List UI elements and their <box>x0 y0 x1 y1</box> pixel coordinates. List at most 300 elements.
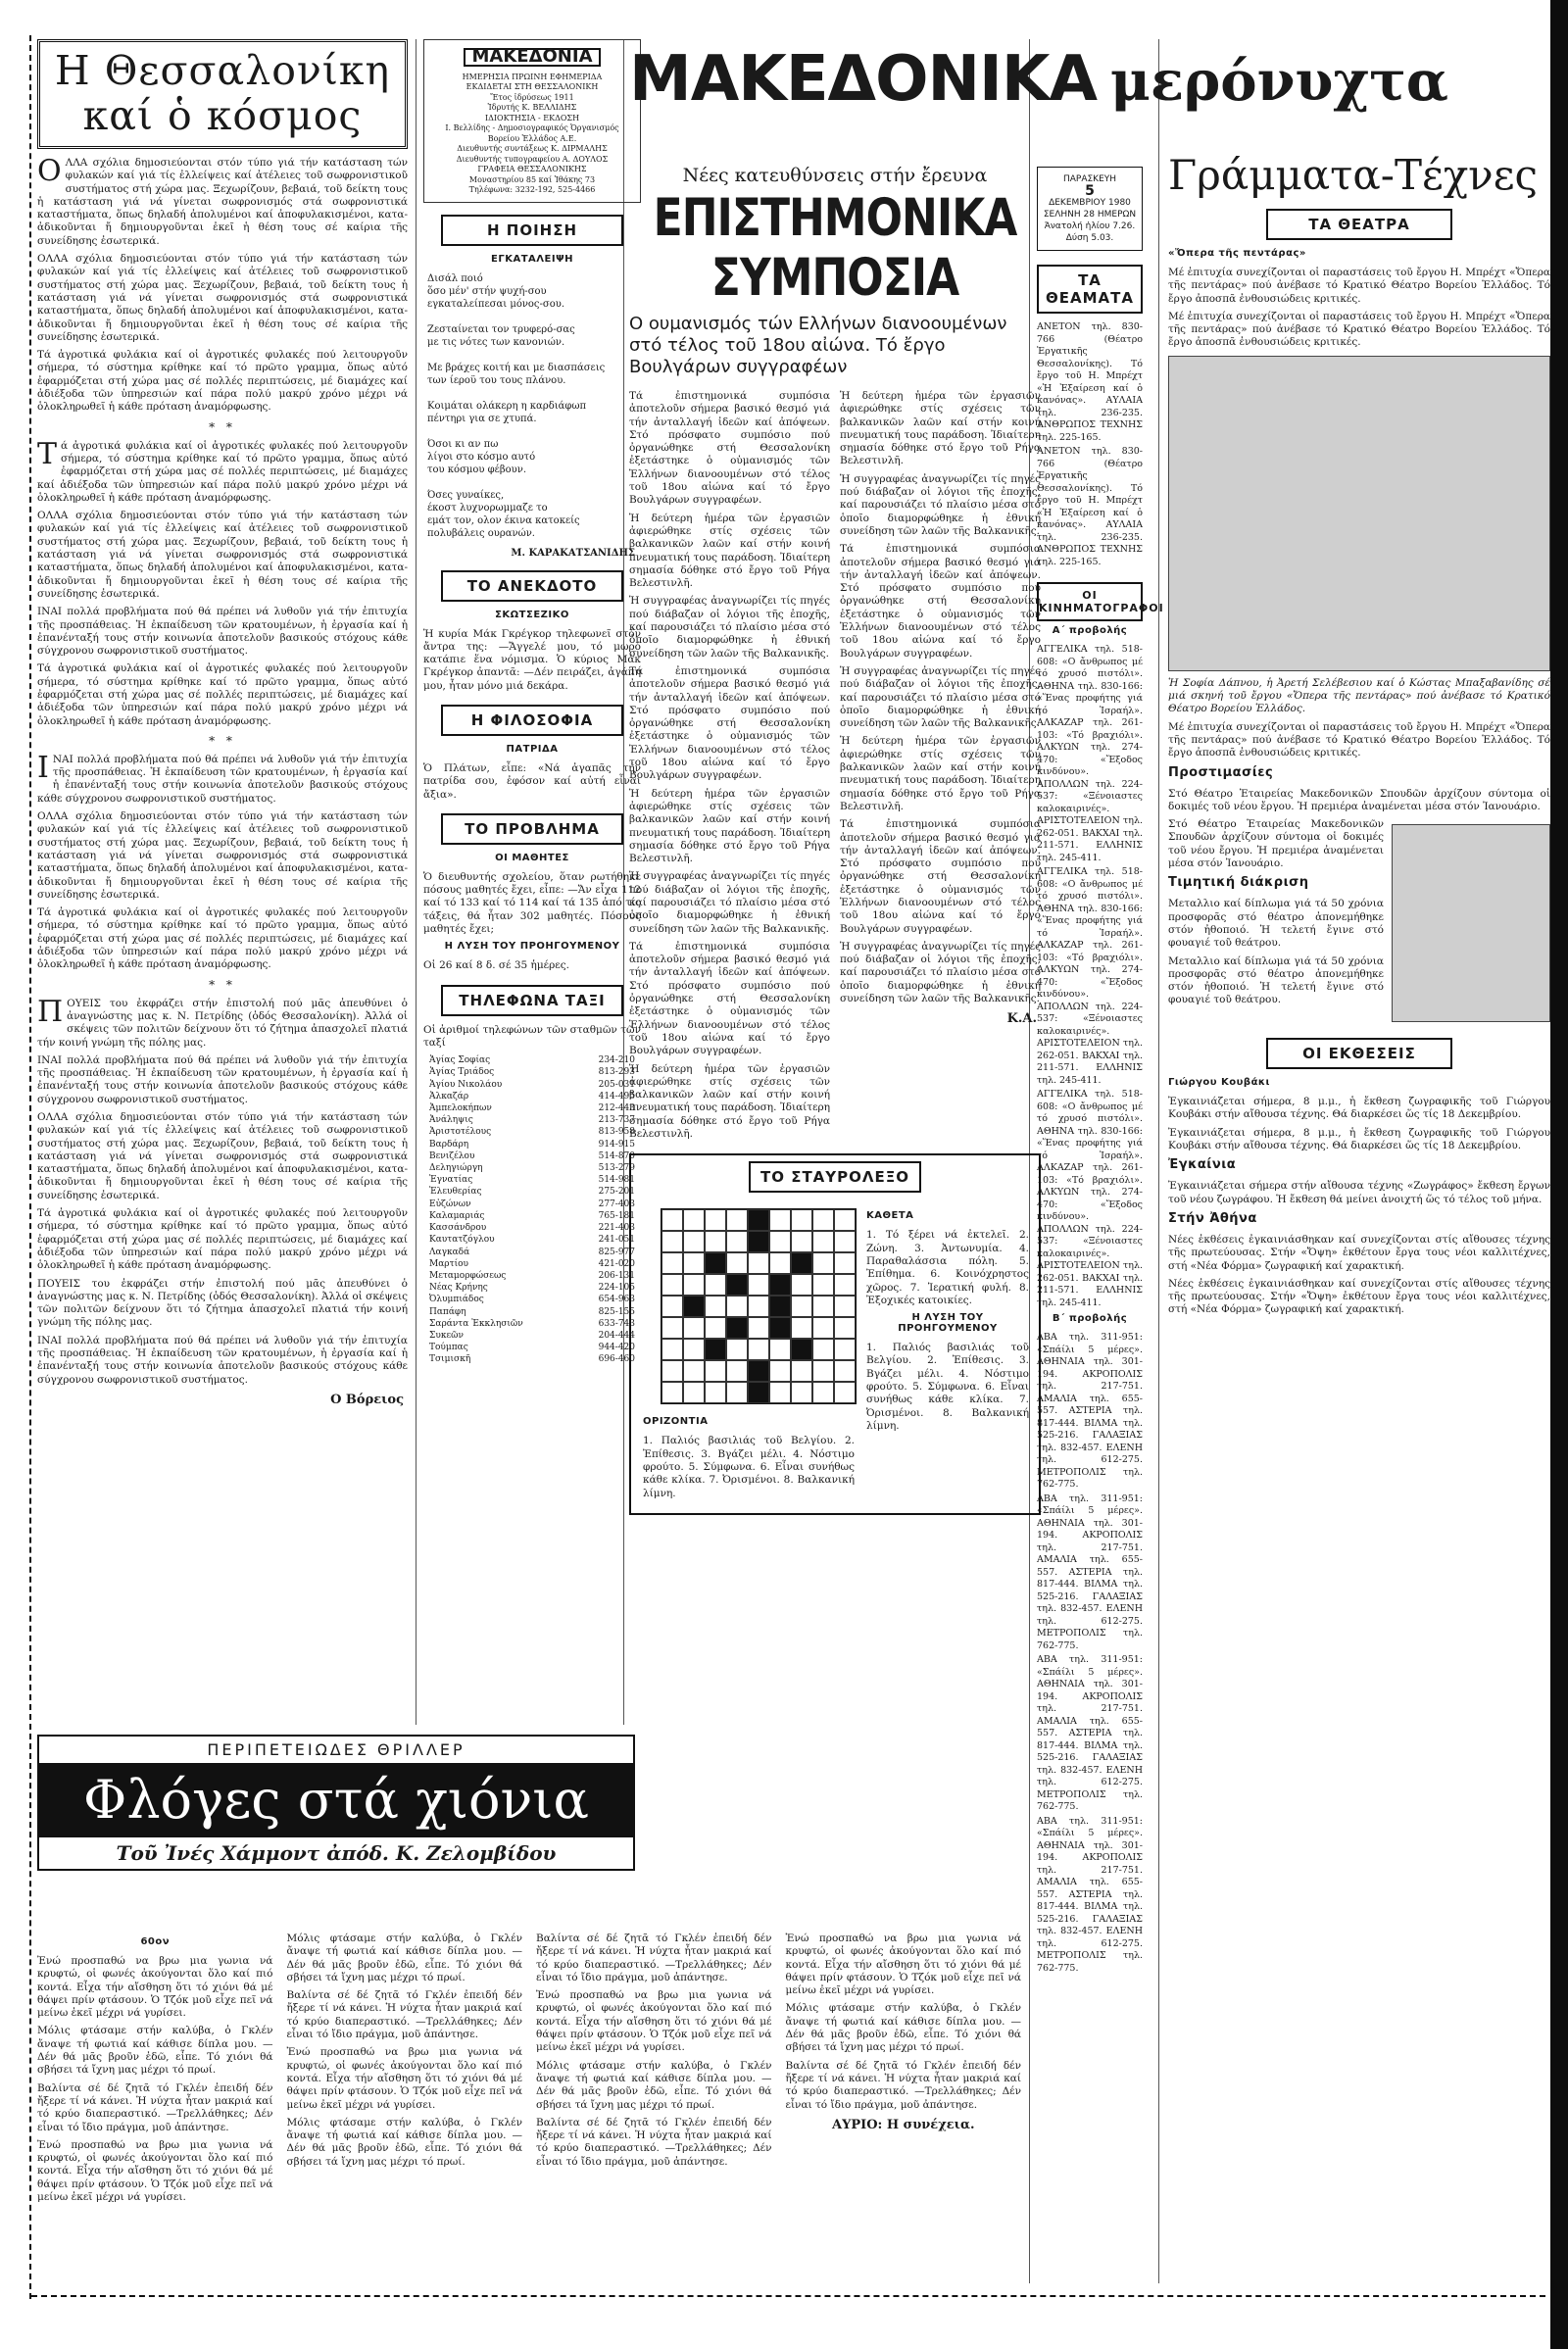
across-title: ΟΡΙΖΟΝΤΙΑ <box>643 1416 709 1428</box>
section-title-box <box>441 813 623 845</box>
taxi-station: Δεληγιώργη <box>429 1163 483 1174</box>
section-subtitle: ΠΑΤΡΙΔΑ <box>506 743 559 755</box>
phone-row <box>429 1318 635 1330</box>
crossword-cell[interactable] <box>769 1209 791 1231</box>
taxi-station: Ἐγνατίας <box>429 1175 473 1186</box>
article-paragraph: Μέ ἐπιτυχία συνεχίζονται οἱ παραστάσεις τοῦ ἔργου Η. Μπρέχτ «Ὄπερα τῆς πεντάρας» πού ἀνέβασε τό Κρατικό Θέατρο Βορείου Ἑλλάδος. Τό ἔργο ἀποσπᾶ ἐνθουσιώδεις κριτικές. <box>1168 720 1550 759</box>
article-paragraph: Τά ἐπιστημονικά συμπόσια ἀποτελοῦν σήμερα βασικό θεσμό γιά τήν ἀνταλλαγή ἰδεῶν καί ἀπόψεων. Στό πρόσφατο συμπόσιο πού ὀργανώθηκε στή Θεσσαλονίκη ἐξετάστηκε ὁ οὐμανισμός τῶν Ἑλλήνων διανοουμένων στό τέλος τοῦ 18ου αἰώνα καί τό ἔργο Βουλγάρων συγγραφέων. <box>840 818 1041 935</box>
crossword-right <box>866 1199 1039 1512</box>
crossword-cell[interactable] <box>834 1317 856 1339</box>
section-title-box <box>441 570 623 602</box>
serial-col <box>786 1933 1022 2285</box>
phone-row <box>429 1270 635 1282</box>
header-title: ΜΑΚΕΔΟΝΙΚΑ <box>629 43 1097 116</box>
moon-info: ΣΕΛΗΝΗ 28 ΗΜΕΡΩΝ <box>1043 210 1137 220</box>
crossword-cell[interactable] <box>812 1209 834 1231</box>
section-title: ΤΟ ΣΤΑΥΡΟΛΕΞΟ <box>760 1168 909 1187</box>
crossword-cell[interactable] <box>662 1231 683 1252</box>
masthead-line: Μοναστηρίου 85 καί Ἰθάκης 73 <box>468 174 596 184</box>
taxi-phone: 514-981 <box>598 1175 635 1186</box>
masthead <box>423 39 641 203</box>
crossword-cell[interactable] <box>748 1252 769 1274</box>
serial-col <box>287 1933 523 2285</box>
taxi-phone: 221-403 <box>598 1223 635 1234</box>
separator-stars: * * <box>209 419 236 434</box>
section-subtitle: ΣΚΩΤΣΕΖΙΚΟ <box>495 609 569 620</box>
crossword-cell[interactable] <box>769 1382 791 1403</box>
crossword-cell[interactable] <box>705 1382 726 1403</box>
taxi-phone: 205-031 <box>598 1079 635 1090</box>
crossword-cell[interactable] <box>683 1382 705 1403</box>
poem-line <box>427 349 637 362</box>
poem-line <box>427 311 637 323</box>
taxi-phone: 813-293 <box>598 1067 635 1078</box>
poem-title: ΕΓΚΑΤΑΛΕΙΨΗ <box>491 253 573 265</box>
serial-paragraph: Ἐνώ προσπαθώ να βρω μια γωνια νά κρυφτώ, οἱ φωνές ἀκούγονται ὅλο καί πιό κοντά. Εἶχα τήν αἴσθηση ὅτι τό χιόνι θά μέ θάψει πρίν φτάσουν. Ὁ Τζόκ μοῦ εἶχε πεῖ νά μείνω ἐκεῖ μέχρι νά γυρίσει. <box>37 1955 273 2020</box>
poem-line: Δισάλ ποιό <box>427 272 483 284</box>
newspaper-logo: ΜΑΚΕΔΟΝΙΑ <box>464 48 600 67</box>
crossword-cell[interactable] <box>683 1209 705 1231</box>
crossword-cell[interactable] <box>748 1317 769 1339</box>
taxi-station: Ἁγίας Σοφίας <box>429 1055 491 1066</box>
crossword-cell[interactable] <box>791 1317 812 1339</box>
masthead-line: ΗΜΕΡΗΣΙΑ ΠΡΩΙΝΗ ΕΦΗΜΕΡΙΔΑ <box>462 72 603 81</box>
section-heading: Γράμματα-Τέχνες <box>1168 151 1538 199</box>
phone-row <box>429 1294 635 1305</box>
serial-col <box>536 1933 772 2285</box>
phone-row <box>429 1126 635 1138</box>
phone-row <box>429 1102 635 1114</box>
poem-line: Ζεσταίνεται τον τρυφερό-σας <box>427 323 575 335</box>
taxi-station: Νέας Κρήνης <box>429 1283 488 1294</box>
article-paragraph: Ἡ συγγραφέας ἀναγνωρίζει τίς πηγές πού διάβαζαν οἱ λόγιοι τῆς ἐποχῆς, καί παρουσιάζει τό πλαίσιο μέσα στό ὁποῖο διαμορφώθηκε ἡ ἐθνική συνείδηση τῶν λαῶν τῆς Βαλκανικῆς. <box>840 940 1041 1005</box>
article-paragraph: Νέες ἐκθέσεις ἐγκαινιάσθηκαν καί συνεχίζονται στίς αἴθουσες τέχνης τῆς πρωτεύουσας. Στήν «Ὄψη» ἐκθέτουν ἔργα τους νέοι καλλιτέχνες, στή «Νέα Φόρμα» ζωγραφική καί χαρακτική. <box>1168 1277 1550 1316</box>
poem-line: με τις νότες των κανονιών. <box>427 336 565 348</box>
taxi-phone: 212-443 <box>598 1103 635 1114</box>
taxi-phone: 224-105 <box>598 1283 635 1294</box>
crossword-cell[interactable] <box>705 1317 726 1339</box>
masthead-line: ΕΚΔΙΔΕΤΑΙ ΣΤΗ ΘΕΣΣΑΛΟΝΙΚΗ <box>466 82 599 91</box>
separator-stars: * * <box>209 733 236 748</box>
taxi-station: Εὐζώνων <box>429 1199 471 1209</box>
section-title: Η ΦΙΛΟΣΟΦΙΑ <box>470 710 594 729</box>
taxi-station: Μεταμορφώσεως <box>429 1270 507 1281</box>
column-listings <box>1037 167 1164 2283</box>
phone-row <box>429 1139 635 1150</box>
serial-paragraph: Ἐνώ προσπαθώ να βρω μια γωνια νά κρυφτώ, οἱ φωνές ἀκούγονται ὅλο καί πιό κοντά. Εἶχα τήν αἴσθηση ὅτι τό χιόνι θά μέ θάψει πρίν φτάσουν. Ὁ Τζόκ μοῦ εἶχε πεῖ νά μείνω ἐκεῖ μέχρι νά γυρίσει. <box>785 1933 1021 1997</box>
shows-listings <box>1037 321 1143 568</box>
poem-line: εμάτ τον, ολον έκινα κατοκείς <box>427 514 580 526</box>
taxi-phone: 206-131 <box>598 1270 635 1281</box>
down-title: ΚΑΘΕΤΑ <box>866 1210 914 1222</box>
article-paragraph: Ἡ δεύτερη ἡμέρα τῶν ἐργασιῶν ἀφιερώθηκε στίς σχέσεις τῶν βαλκανικῶν λαῶν καί στήν κοινή πνευματική τους παράδοση. Ἰδιαίτερη σημασία δόθηκε στό ἔργο τοῦ Ρήγα Βελεστινλῆ. <box>629 512 830 590</box>
phone-row <box>429 1199 635 1210</box>
page-header <box>629 43 1568 116</box>
crossword-left <box>631 1199 866 1512</box>
article-paragraph: ΙΝΑΙ πολλά προβλήματα πού θά πρέπει νά λυθοῦν γιά τήν ἐπιτυχία τῆς προσπάθειας. Ἡ ἐκπαίδευση τῶν κρατουμένων, ἡ ἐργασία καί ἡ ἐπανένταξή τους στήν κοινωνία ἀποτελοῦν βασικούς στόχους κάθε σύγχρονου σωφρονιστικοῦ συστήματος. <box>37 1053 408 1105</box>
poem-body <box>427 272 637 540</box>
phone-row <box>429 1114 635 1126</box>
anecdote-text: Ἡ κυρία Μάκ Γκρέγκορ τηλεφωνεῖ στόν ἄντρα της: —Ἄγγελέ μου, τό μωρό κατάπιε ἕνα νόμισμα. Ὁ κύριος Μάκ Γκρέγκορ ἀπαντᾶ: —Δέν πειράζει, ἀγάπη μου, ἦταν μόνο μιά δεκάρα. <box>423 627 641 692</box>
crossword-cell[interactable] <box>726 1252 748 1274</box>
phone-row <box>429 1222 635 1234</box>
article-paragraph: Ἡ συγγραφέας ἀναγνωρίζει τίς πηγές πού διάβαζαν οἱ λόγιοι τῆς ἐποχῆς, καί παρουσιάζει τό πλαίσιο μέσα στό ὁποῖο διαμορφώθηκε ἡ ἐθνική συνείδηση τῶν λαῶν τῆς Βαλκανικῆς. <box>629 595 830 660</box>
serial-paragraph: Βαλίντα σέ δέ ζητᾶ τό Γκλέν ἐπειδή δέν ἤξερε τί νά κάνει. Ἡ νύχτα ἦταν μακριά καί τό κρύο διαπεραστικό. —Τρελλάθηκες; Δέν εἶναι τό ἴδιο πράγμα, μοῦ ἀπάντησε. <box>286 1989 522 2041</box>
crossword-cell[interactable] <box>683 1231 705 1252</box>
listing-text: ΑΒΑ τηλ. 311-951: «Σπάίλι 5 μέρες». ΑΘΗΝΑΙΑ τηλ. 301-194. ΑΚΡΟΠΟΛΙΣ τηλ. 217-751. ΑΜΑΛΙΑ τηλ. 655-557. ΑΣΤΕΡΙΑ τηλ. 817-444. ΒΙΛΜΑ τηλ. 525-216. ΓΑΛΑΞΙΑΣ τηλ. 832-457. ΕΛΕΝΗ τηλ. 612-275. ΜΕΤΡΟΠΟΛΙΣ τηλ. 762-775. <box>1037 1654 1143 1812</box>
crossword-box <box>629 1153 1041 1514</box>
serial-paragraph: Ἐνώ προσπαθώ να βρω μια γωνια νά κρυφτώ, οἱ φωνές ἀκούγονται ὅλο καί πιό κοντά. Εἶχα τήν αἴσθηση ὅτι τό χιόνι θά μέ θάψει πρίν φτάσουν. Ὁ Τζόκ μοῦ εἶχε πεῖ νά μείνω ἐκεῖ μέχρι νά γυρίσει. <box>37 2138 273 2204</box>
crossword-cell[interactable] <box>726 1360 748 1382</box>
article-paragraph: ΟΛΛΑ σχόλια δημοσιεύονται στόν τύπο γιά τήν κατάσταση τών φυλακών καί γιά τίς ἐλλείψεις καί ἀτέλειες τοῦ σωφρονιστικοῦ συστήματος στή χώρα μας. Ξεχωρίζουν, βεβαιά, τοῦ δείκτη τους ἡ κατάσταση γιά νά γίνεται σωφρονισμός στά σωφρονιστικά καταστήματα, ὅπως δηλαδή ἀπολυμένοι καί ἀποφυλακισμένοι, κατα- ἀδικοῦνται ἤ δημιουργοῦνται ἐκεῖ ἡ θέση τους σέ καίρια τῆς συνείδησης ἐσωτερικά. <box>37 1111 408 1201</box>
section-title: ΟΙ ΕΚΘΕΣΕΙΣ <box>1302 1045 1416 1063</box>
date-box <box>1037 167 1143 251</box>
crossword-cell[interactable] <box>812 1252 834 1274</box>
listing-text: ΑΓΓΕΛΙΚΑ τηλ. 518-608: «Ο ἄνθρωπος μέ τό χρυσό πιστόλι». ΑΘΗΝΑ τηλ. 830-166: «Ἕνας προφήτης γιά τό Ἰσραήλ». ΑΛΚΑΖΑΡ τηλ. 261-103: «Τό βραχιόλι». ΑΛΚΥΩΝ τηλ. 274-470: «Ἔξοδος κινδύνου». ΑΠΟΛΛΩΝ τηλ. 224-537: «Ξένοιαστες καλοκαιρινές». ΑΡΙΣΤΟΤΕΛΕΙΟΝ τηλ. 262-051. ΒΑΚΧΑΙ τηλ. 211-571. ΕΛΛΗΝΙΣ τηλ. 245-411. <box>1037 644 1143 863</box>
article-paragraph: Τά ἀγροτικά φυλάκια καί οἱ ἀγροτικές φυλακές πού λειτουργοῦν σήμερα, τό σύστημα κρίθηκε καί τό πρῶτο γραμμα, ὅπως αὐτό ἐφαρμόζεται στή χώρα μας σέ πολλές περιπτώσεις, μέ διαμάχες καί ἀδιέξοδα τῶν ὑπηρεσιών καί πάρα πολύ μακρύ χρόνο μέχρι νά ὁλοκληρωθεῖ ἡ κάθε πρόταση ἀναμόρφωσης. <box>37 1207 408 1272</box>
section-subtitle: ΟΙ ΜΑΘΗΤΕΣ <box>495 852 569 863</box>
across-clues: 1. Παλιός βασιλιάς τοῦ Βελγίου. 2. Ἐπίθεσις. 3. Βγάζει μέλι. 4. Νόστιμο φρούτο. 5. Σύμφωνα. 6. Εἶναι συνήθως κάθε κλίκα. 7. Ὀρισμένοι. 8. Βαλκανική λίμνη. <box>643 1435 855 1499</box>
crossword-cell[interactable] <box>812 1317 834 1339</box>
crossword-cell[interactable] <box>812 1231 834 1252</box>
crossword-cell[interactable] <box>705 1296 726 1317</box>
section-title: Η ΠΟΙΗΣΗ <box>486 220 578 239</box>
crossword-cell[interactable] <box>662 1274 683 1296</box>
crossword-cell[interactable] <box>662 1296 683 1317</box>
taxi-phone: 825-977 <box>598 1247 635 1257</box>
down-clues: 1. Τό ξέρει νά ἐκτελεῖ. 2. Ζώνη. 3. Ἀντωνυμία. 4. Παραθαλάσσια πόλη. 5. Ἐπίθημα. 6. Κοινόχρηστος χῶρος. 7. Ἱερατική φυλή. 8. Ἐξοχικές κατοικίες. <box>866 1229 1029 1306</box>
crossword-cell[interactable] <box>726 1209 748 1231</box>
crossword-cell[interactable] <box>834 1252 856 1274</box>
crossword-cell[interactable] <box>683 1317 705 1339</box>
column-symposia <box>629 157 1041 1686</box>
taxi-station: Συκεῶν <box>429 1330 464 1341</box>
crossword-cell[interactable] <box>834 1382 856 1403</box>
crossword-cell <box>748 1209 769 1231</box>
article-paragraph: Ἐγκαινιάζεται σήμερα, 8 μ.μ., ἡ ἔκθεση ζωγραφικῆς τοῦ Γιώργου Κουβάκι στήν αἴθουσα τέχνης. Θά διαρκέσει ὥς τίς 18 Δεκεμβρίου. <box>1168 1096 1550 1121</box>
taxi-station: Σαράντα Ἐκκλησιῶν <box>429 1318 523 1329</box>
separator-stars: * * <box>209 977 236 992</box>
article-paragraph: Ἡ δεύτερη ἡμέρα τῶν ἐργασιῶν ἀφιερώθηκε στίς σχέσεις τῶν βαλκανικῶν λαῶν καί στήν κοινή πνευματική τους παράδοση. Ἰδιαίτερη σημασία δόθηκε στό ἔργο τοῦ Ρήγα Βελεστινλῆ. <box>840 735 1041 812</box>
taxi-phone-list <box>429 1054 635 1365</box>
article-subtitle: Προστιμασίες <box>1168 764 1274 780</box>
poem-author: Μ. ΚΑΡΑΚΑΤΣΑΝΙΔΗΣ <box>511 547 635 559</box>
crossword-cell <box>769 1317 791 1339</box>
article-body-col <box>629 390 830 1146</box>
crossword-cell[interactable] <box>834 1274 856 1296</box>
phones-intro: Οἱ ἀριθμοί τηλεφώνων τῶν σταθμῶν τῶν ταξί <box>423 1023 641 1049</box>
taxi-phone: 275-201 <box>598 1187 635 1198</box>
taxi-station: Κασσάνδρου <box>429 1223 487 1234</box>
episode-number: 60ον <box>140 1936 171 1947</box>
phone-row <box>429 1258 635 1270</box>
serial-kicker: ΠΕΡΙΠΕΤΕΙΩΔΕΣ ΘΡΙΛΛΕΡ <box>39 1737 633 1764</box>
crossword-cell[interactable] <box>705 1209 726 1231</box>
crossword-cell[interactable] <box>812 1339 834 1360</box>
phone-row <box>429 1353 635 1365</box>
section-title-box <box>1266 209 1452 240</box>
taxi-phone: 825-155 <box>598 1306 635 1317</box>
solution-text: 1. Παλιός βασιλιάς τοῦ Βελγίου. 2. Ἐπίθεσις. 3. Βγάζει μέλι. 4. Νόστιμο φρούτο. 5. Σύμφωνα. 6. Εἶναι συνήθως κάθε κλίκα. 7. Ὀρισμένοι. 8. Βαλκανική λίμνη. <box>866 1342 1029 1432</box>
section-title: ΤΑ ΘΕΑΤΡΑ <box>1308 216 1410 233</box>
taxi-station: Ἐλευθερίας <box>429 1187 482 1198</box>
cinema-listings-b <box>1037 1332 1143 1975</box>
listing-text: ΑΒΑ τηλ. 311-951: «Σπάίλι 5 μέρες». ΑΘΗΝΑΙΑ τηλ. 301-194. ΑΚΡΟΠΟΛΙΣ τηλ. 217-751. ΑΜΑΛΙΑ τηλ. 655-557. ΑΣΤΕΡΙΑ τηλ. 817-444. ΒΙΛΜΑ τηλ. 525-216. ΓΑΛΑΞΙΑΣ τηλ. 832-457. ΕΛΕΝΗ τηλ. 612-275. ΜΕΤΡΟΠΟΛΙΣ τηλ. 762-775. <box>1037 1815 1143 1974</box>
crossword-cell <box>726 1274 748 1296</box>
solution-title: Η ΛΥΣΗ ΤΟΥ ΠΡΟΗΓΟΥΜΕΝΟΥ <box>444 941 620 953</box>
section-title-box <box>37 39 408 149</box>
crossword-content <box>631 1199 1039 1512</box>
crossword-cell[interactable] <box>705 1360 726 1382</box>
solution-text: Οἱ 26 καί 8 δ. σέ 35 ἡμέρες. <box>423 959 569 972</box>
article-subtitle: Στήν Ἀθήνα <box>1168 1210 1257 1226</box>
poem-line: Όσες γυναίκες, <box>427 489 505 501</box>
section-title-box <box>1037 265 1143 314</box>
listing-text: ΑΓΓΕΛΙΚΑ τηλ. 518-608: «Ο ἄνθρωπος μέ τό χρυσό πιστόλι». ΑΘΗΝΑ τηλ. 830-166: «Ἕνας προφήτης γιά τό Ἰσραήλ». ΑΛΚΑΖΑΡ τηλ. 261-103: «Τό βραχιόλι». ΑΛΚΥΩΝ τηλ. 274-470: «Ἔξοδος κινδύνου». ΑΠΟΛΛΩΝ τηλ. 224-537: «Ξένοιαστες καλοκαιρινές». ΑΡΙΣΤΟΤΕΛΕΙΟΝ τηλ. 262-051. ΒΑΚΧΑΙ τηλ. 211-571. ΕΛΛΗΝΙΣ τηλ. 245-411. <box>1037 1089 1143 1308</box>
crossword-cell[interactable] <box>812 1360 834 1382</box>
phone-row <box>429 1054 635 1066</box>
section-title-box <box>1266 1038 1452 1069</box>
photo-caption: Ἡ Σοφία Δάπνου, ἡ Ἀρετή Σελέβεσιου καί ὁ Κώστας Μπαξαβανίδης σέ μιά σκηνή τοῦ ἔργου «Ὄπερα τῆς πεντάρας» πού ἀνέβασε τό Κρατικό Θέατρο Βορείου Ἑλλάδος. <box>1168 676 1550 715</box>
taxi-station: Ἀλκαζάρ <box>429 1091 469 1101</box>
taxi-phone: 241-051 <box>598 1235 635 1246</box>
article-paragraph: Ἡ δεύτερη ἡμέρα τῶν ἐργασιῶν ἀφιερώθηκε στίς σχέσεις τῶν βαλκανικῶν λαῶν καί στήν κοινή πνευματική τους παράδοση. Ἰδιαίτερη σημασία δόθηκε στό ἔργο τοῦ Ρήγα Βελεστινλῆ. <box>629 787 830 865</box>
section-title: ΤΟ ΠΡΟΒΛΗΜΑ <box>465 819 600 838</box>
crossword-cell <box>791 1339 812 1360</box>
article-paragraph: Ἡ συγγραφέας ἀναγνωρίζει τίς πηγές πού διάβαζαν οἱ λόγιοι τῆς ἐποχῆς, καί παρουσιάζει τό πλαίσιο μέσα στό ὁποῖο διαμορφώθηκε ἡ ἐθνική συνείδηση τῶν λαῶν τῆς Βαλκανικῆς. <box>840 664 1041 730</box>
poem-line: Με βράχες κοιτή και με διασπάσεις <box>427 362 606 373</box>
crossword-cell[interactable] <box>769 1360 791 1382</box>
taxi-phone: 944-420 <box>598 1343 635 1353</box>
article-paragraph: Τά ἐπιστημονικά συμπόσια ἀποτελοῦν σήμερα βασικό θεσμό γιά τήν ἀνταλλαγή ἰδεῶν καί ἀπόψεων. Στό πρόσφατο συμπόσιο πού ὀργανώθηκε στή Θεσσαλονίκη ἐξετάστηκε ὁ οὐμανισμός τῶν Ἑλλήνων διανοουμένων στό τέλος τοῦ 18ου αἰώνα καί τό ἔργο Βουλγάρων συγγραφέων. <box>629 940 830 1057</box>
section-subtitle: Β΄ προβολής <box>1052 1313 1128 1324</box>
listing-text: ΑΓΓΕΛΙΚΑ τηλ. 518-608: «Ο ἄνθρωπος μέ τό χρυσό πιστόλι». ΑΘΗΝΑ τηλ. 830-166: «Ἕνας προφήτης γιά τό Ἰσραήλ». ΑΛΚΑΖΑΡ τηλ. 261-103: «Τό βραχιόλι». ΑΛΚΥΩΝ τηλ. 274-470: «Ἔξοδος κινδύνου». ΑΠΟΛΛΩΝ τηλ. 224-537: «Ξένοιαστες καλοκαιρινές». ΑΡΙΣΤΟΤΕΛΕΙΟΝ τηλ. 262-051. ΒΑΚΧΑΙ τηλ. 211-571. ΕΛΛΗΝΙΣ τηλ. 245-411. <box>1037 866 1143 1086</box>
crossword-cell[interactable] <box>726 1382 748 1403</box>
section-title-box <box>441 215 623 246</box>
crossword-cell[interactable] <box>791 1360 812 1382</box>
taxi-phone: 204-444 <box>598 1330 635 1341</box>
poem-line: ὅσο μέν' στήν ψυχή-σου <box>427 285 547 297</box>
taxi-phone: 513-279 <box>598 1163 635 1174</box>
phone-row <box>429 1150 635 1162</box>
crossword-cell[interactable] <box>726 1339 748 1360</box>
column-thessaloniki <box>37 39 408 1720</box>
serial-body <box>37 1933 1021 2285</box>
crossword-cell[interactable] <box>748 1296 769 1317</box>
crossword-cell[interactable] <box>769 1252 791 1274</box>
taxi-station: Καλαμαριάς <box>429 1210 485 1221</box>
crossword-cell[interactable] <box>683 1339 705 1360</box>
portrait-photo <box>1392 824 1550 1022</box>
article-kicker: Νέες κατευθύνσεις στήν ἔρευνα <box>682 165 988 186</box>
section-title: Η Θεσσαλονίκη καί ὁ κόσμος <box>54 47 391 139</box>
phone-row <box>429 1306 635 1318</box>
crossword-cell[interactable] <box>705 1231 726 1252</box>
phone-row <box>429 1079 635 1091</box>
phone-row <box>429 1091 635 1102</box>
taxi-phone: 514-870 <box>598 1150 635 1161</box>
serial-paragraph: Μόλις φτάσαμε στήν καλύβα, ὁ Γκλέν ἄναψε τή φωτιά καί κάθισε δίπλα μου. —Δέν θά μᾶς βροῦν ἐδῶ, εἶπε. Τό χιόνι θά σβήσει τά ἴχνη μας μέχρι τό πρωί. <box>37 2025 273 2077</box>
taxi-station: Λαγκαδά <box>429 1247 470 1257</box>
taxi-phone: 914-915 <box>598 1139 635 1150</box>
article-paragraph: Τά ἀγροτικά φυλάκια καί οἱ ἀγροτικές φυλακές πού λειτουργοῦν σήμερα, τό σύστημα κρίθηκε καί τό πρῶτο γραμμα, ὅπως αὐτό ἐφαρμόζεται στή χώρα μας σέ πολλές περιπτώσεις, μέ διαμάχες καί ἀδιέξοδα τῶν ὑπηρεσιών καί πάρα πολύ μακρύ χρόνο μέχρι νά ὁλοκληρωθεῖ ἡ κάθε πρόταση ἀναμόρφωσης. <box>37 906 408 971</box>
month-year: ΔΕΚΕΜΒΡΙΟΥ 1980 <box>1049 198 1131 208</box>
article-paragraph: ΟΛΛΑ σχόλια δημοσιεύονται στόν τύπο γιά τήν κατάσταση τών φυλακών καί γιά τίς ἐλλείψεις καί ἀτέλειες τοῦ σωφρονιστικοῦ συστήματος στή χώρα μας. Ξεχωρίζουν, βεβαιά, τοῦ δείκτη τους ἡ κατάσταση γιά νά γίνεται σωφρονισμός στά σωφρονιστικά καταστήματα, ὅπως δηλαδή ἀπολυμένοι καί ἀποφυλακισμένοι, κατα- ἀδικοῦνται ἤ δημιουργοῦνται ἐκεῖ ἡ θέση τους σέ καίρια τῆς συνείδησης ἐσωτερικά. <box>37 810 408 901</box>
article-paragraph: Τά ἀγροτικά φυλάκια καί οἱ ἀγροτικές φυλακές πού λειτουργοῦν σήμερα, τό σύστημα κρίθηκε καί τό πρῶτο γραμμα, ὅπως αὐτό ἐφαρμόζεται στή χώρα μας σέ πολλές περιπτώσεις, μέ διαμάχες καί ἀδιέξοδα τῶν ὑπηρεσιών καί πάρα πολύ μακρύ χρόνο μέχρι νά ὁλοκληρωθεῖ ἡ κάθε πρόταση ἀναμόρφωσης. <box>37 662 408 727</box>
poem-line: Κοιμάται ολάκερη η καρδιάφωπ <box>427 400 587 412</box>
section-title-box <box>1037 582 1164 621</box>
serial-paragraph: Μόλις φτάσαμε στήν καλύβα, ὁ Γκλέν ἄναψε τή φωτιά καί κάθισε δίπλα μου. —Δέν θά μᾶς βροῦν ἐδῶ, εἶπε. Τό χιόνι θά σβήσει τά ἴχνη μας μέχρι τό πρωί. <box>286 2116 522 2168</box>
crossword-cell[interactable] <box>769 1231 791 1252</box>
crossword-cell[interactable] <box>834 1209 856 1231</box>
poem-line: Όσοι κι αν πω <box>427 438 499 450</box>
crossword-cell[interactable] <box>834 1360 856 1382</box>
article-paragraph: Ἐγκαινιάζεται σήμερα στήν αἴθουσα τέχνης «Ζωγράφος» ἔκθεση ἔργων τοῦ νέου ζωγράφου. Ἡ ἔκθεση θά μείνει ἀνοιχτή ὥς τό τέλος τοῦ μήνα. <box>1168 1180 1550 1205</box>
poem-line: εγκαταλείπεσαι μόνος-σου. <box>427 298 565 310</box>
taxi-phone: 765-181 <box>598 1210 635 1221</box>
crossword-cell[interactable] <box>834 1339 856 1360</box>
crossword-cell[interactable] <box>662 1339 683 1360</box>
to-be-continued: ΑΥΡΙΟ: Η συνέχεια. <box>832 2117 975 2132</box>
crossword-cell[interactable] <box>683 1252 705 1274</box>
crossword-cell[interactable] <box>812 1274 834 1296</box>
masthead-line: Διευθυντής συντάξεως Κ. ΔΙΡΜΑΛΗΣ <box>457 144 608 153</box>
serial-paragraph: Βαλίντα σέ δέ ζητᾶ τό Γκλέν ἐπειδή δέν ἤξερε τί νά κάνει. Ἡ νύχτα ἦταν μακριά καί τό κρύο διαπεραστικό. —Τρελλάθηκες; Δέν εἶναι τό ἴδιο πράγμα, μοῦ ἀπάντησε. <box>536 1933 772 1983</box>
article-paragraph: Νέες ἐκθέσεις ἐγκαινιάσθηκαν καί συνεχίζονται στίς αἴθουσες τέχνης τῆς πρωτεύουσας. Στήν «Ὄψη» ἐκθέτουν ἔργα τους νέοι καλλιτέχνες, στή «Νέα Φόρμα» ζωγραφική καί χαρακτική. <box>1168 1233 1550 1272</box>
sun-info: Ἀνατολή ἡλίου 7.26. Δύση 5.03. <box>1044 221 1136 243</box>
crossword-cell[interactable] <box>748 1274 769 1296</box>
crossword-cell <box>726 1317 748 1339</box>
section-title: ΤΑ ΘΕΑΜΑΤΑ <box>1046 271 1134 307</box>
serial-paragraph: Βαλίντα σέ δέ ζητᾶ τό Γκλέν ἐπειδή δέν ἤξερε τί νά κάνει. Ἡ νύχτα ἦταν μακριά καί τό κρύο διαπεραστικό. —Τρελλάθηκες; Δέν εἶναι τό ἴδιο πράγμα, μοῦ ἀπάντησε. <box>37 2081 273 2133</box>
crossword-cell <box>791 1252 812 1274</box>
problem-text: Ὁ διευθυντής σχολείου, ὅταν ρωτήθηκε πόσους μαθητές ἔχει, εἶπε: —Ἄν εἶχα 112 καί τό 133 καί τό 114 καί τά 135 ἀπό τίς τάξεις, θά ἦταν 302 μαθητές. Πόσους μαθητές ἔχει; <box>423 870 641 936</box>
article-paragraph: Τά ἐπιστημονικά συμπόσια ἀποτελοῦν σήμερα βασικό θεσμό γιά τήν ἀνταλλαγή ἰδεῶν καί ἀπόψεων. Στό πρόσφατο συμπόσιο πού ὀργανώθηκε στή Θεσσαλονίκη ἐξετάστηκε ὁ οὐμανισμός τῶν Ἑλλήνων διανοουμένων στό τέλος τοῦ 18ου αἰώνα καί τό ἔργο Βουλγάρων συγγραφέων. <box>629 664 830 782</box>
serial-paragraph: Μόλις φτάσαμε στήν καλύβα, ὁ Γκλέν ἄναψε τή φωτιά καί κάθισε δίπλα μου. —Δέν θά μᾶς βροῦν ἐδῶ, εἶπε. Τό χιόνι θά σβήσει τά ἴχνη μας μέχρι τό πρωί. <box>785 2002 1021 2054</box>
day-number: 5 <box>1085 183 1095 199</box>
binding-edge <box>1550 0 1568 2349</box>
poem-line: έκοστ λυχνορωμμαζε το <box>427 502 548 514</box>
poem-line: πέντηρι για σε χτυπά. <box>427 413 537 424</box>
crossword-cell[interactable] <box>662 1317 683 1339</box>
article-paragraph: Ἡ συγγραφέας ἀναγνωρίζει τίς πηγές πού διάβαζαν οἱ λόγιοι τῆς ἐποχῆς, καί παρουσιάζει τό πλαίσιο μέσα στό ὁποῖο διαμορφώθηκε ἡ ἐθνική συνείδηση τῶν λαῶν τῆς Βαλκανικῆς. <box>629 870 830 935</box>
taxi-station: Ὀλυμπιάδος <box>429 1295 484 1305</box>
crossword-cell[interactable] <box>662 1382 683 1403</box>
article-subtitle: Ἐγκαίνια <box>1168 1157 1237 1173</box>
article-paragraph: Μέ ἐπιτυχία συνεχίζονται οἱ παραστάσεις τοῦ ἔργου Η. Μπρέχτ «Ὄπερα τῆς πεντάρας» πού ἀνέβασε τό Κρατικό Θέατρο Βορείου Ἑλλάδος. Τό ἔργο ἀποσπᾶ ἐνθουσιώδεις κριτικές. <box>1168 267 1550 305</box>
crossword-cell[interactable] <box>791 1231 812 1252</box>
column-masthead <box>423 39 641 1720</box>
taxi-station: Τούμπας <box>429 1343 468 1353</box>
crossword-cell <box>705 1252 726 1274</box>
crossword-cell <box>748 1382 769 1403</box>
section-title-box <box>441 985 623 1016</box>
column-rule <box>1158 39 1159 2283</box>
poem-line: του κόσμου φέβουν. <box>427 464 527 475</box>
article-subtitle: «Ὄπερα τῆς πεντάρας» <box>1168 248 1306 259</box>
taxi-station: Ἀνάληψις <box>429 1115 473 1126</box>
listing-text: ΑΝΕΤΟΝ τηλ. 830-766 (Θέατρο Ἐργατικῆς Θεσσαλονίκης). Τό ἔργο τοῦ Η. Μπρέχτ «Ἡ Ἐξαίρεση καί ὁ κανόνας». ΑΥΛΑΙΑ τηλ. 236-235. ΑΝΘΡΩΠΟΣ ΤΕΧΝΗΣ τηλ. 225-165. <box>1037 321 1143 443</box>
phone-row <box>429 1330 635 1342</box>
article-paragraph: Τά ἀγροτικά φυλάκια καί οἱ ἀγροτικές φυλακές πού λειτουργοῦν σήμερα, τό σύστημα κρίθηκε καί τό πρῶτο γραμμα, ὅπως αὐτό ἐφαρμόζεται στή χώρα μας σέ πολλές περιπτώσεις, μέ διαμάχες καί ἀδιέξοδα τῶν ὑπηρεσιών καί πάρα πολύ μακρύ χρόνο μέχρι νά ὁλοκληρωθεῖ ἡ κάθε πρόταση ἀναμόρφωσης. <box>37 349 408 414</box>
article-paragraph: ΟΛΛΑ σχόλια δημοσιεύονται στόν τύπο γιά τήν κατάσταση τών φυλακών καί γιά τίς ἐλλείψεις καί ἀτέλειες τοῦ σωφρονιστικοῦ συστήματος στή χώρα μας. Ξεχωρίζουν, βεβαιά, τοῦ δείκτη τους ἡ κατάσταση γιά νά γίνεται σωφρονισμός στά σωφρονιστικά καταστήματα, ὅπως δηλαδή ἀπολυμένοι καί ἀποφυλακισμένοι, κατα- ἀδικοῦνται ἤ δημιουργοῦνται ἐκεῖ ἡ θέση τους σέ καίρια τῆς συνείδησης ἐσωτερικά. <box>37 253 408 343</box>
crossword-cell[interactable] <box>726 1231 748 1252</box>
crossword-grid[interactable] <box>661 1208 857 1404</box>
crossword-cell <box>769 1296 791 1317</box>
taxi-station: Ἁγίου Νικολάου <box>429 1079 503 1090</box>
poem-line <box>427 387 637 400</box>
article-deck: Ο ουμανισμός τών Ελλήνων διανοουμένων στό τέλος τοῦ 18ου αἰώνα. Τό ἔργο Βουλγάρων συγγραφέων <box>629 314 1007 377</box>
crossword-cell <box>769 1274 791 1296</box>
listing-text: ΑΝΕΤΟΝ τηλ. 830-766 (Θέατρο Ἐργατικῆς Θεσσαλονίκης). Τό ἔργο τοῦ Η. Μπρέχτ «Ἡ Ἐξαίρεση καί ὁ κανόνας». ΑΥΛΑΙΑ τηλ. 236-235. ΑΝΘΡΩΠΟΣ ΤΕΧΝΗΣ τηλ. 225-165. <box>1037 446 1143 567</box>
crossword-cell[interactable] <box>662 1209 683 1231</box>
phone-row <box>429 1210 635 1222</box>
crossword-cell[interactable] <box>726 1296 748 1317</box>
crossword-cell[interactable] <box>748 1339 769 1360</box>
article-body <box>629 390 1041 1146</box>
crossword-cell[interactable] <box>812 1296 834 1317</box>
taxi-phone: 414-495 <box>598 1091 635 1101</box>
crossword-cell[interactable] <box>683 1360 705 1382</box>
crossword-cell[interactable] <box>683 1274 705 1296</box>
article-subtitle: Τιμητική διάκριση <box>1168 875 1309 891</box>
crossword-cell <box>748 1231 769 1252</box>
article-paragraph: Στό Θέατρο Ἑταιρείας Μακεδονικῶν Σπουδῶν ἀρχίζουν σύντομα οἱ δοκιμές τοῦ νέου ἔργου. Ἡ πρεμιέρα ἀναμένεται μέσα στόν Ἰανουάριο. <box>1168 787 1550 812</box>
taxi-phone: 277-403 <box>598 1199 635 1209</box>
crossword-cell <box>748 1360 769 1382</box>
article-paragraph: Μεταλλιο καί δίπλωμα γιά τά 50 χρόνια προσφορᾶς στό θέατρο ἀπονεμήθηκε στόν ἠθοποιό. Ἡ τελετή ἔγινε στό φουαγιέ τοῦ θεάτρου. <box>1168 954 1384 1006</box>
crossword-cell <box>705 1339 726 1360</box>
taxi-phone: 213-737 <box>598 1115 635 1126</box>
serial-paragraph: Μόλις φτάσαμε στήν καλύβα, ὁ Γκλέν ἄναψε τή φωτιά καί κάθισε δίπλα μου. —Δέν θά μᾶς βροῦν ἐδῶ, εἶπε. Τό χιόνι θά σβήσει τά ἴχνη μας μέχρι τό πρωί. <box>286 1933 522 1983</box>
header-title-tail: μερόνυχτα <box>1109 49 1448 114</box>
taxi-phone: 654-963 <box>598 1295 635 1305</box>
taxi-station: Καυτατζόγλου <box>429 1235 495 1246</box>
crossword-cell[interactable] <box>834 1231 856 1252</box>
crossword-cell[interactable] <box>791 1296 812 1317</box>
taxi-station: Ἀριστοτέλους <box>429 1127 492 1138</box>
crossword-cell[interactable] <box>791 1209 812 1231</box>
crossword-cell[interactable] <box>769 1339 791 1360</box>
phone-row <box>429 1186 635 1198</box>
weekday: ΠΑΡΑΣΚΕΥΗ <box>1062 174 1117 184</box>
masthead-line: Ἱδρυτής Κ. ΒΕΛΛΙΔΗΣ <box>487 103 577 112</box>
crossword-cell[interactable] <box>791 1274 812 1296</box>
poem-line: πολυβάλεις ουρανών. <box>427 527 535 539</box>
crossword-cell[interactable] <box>812 1382 834 1403</box>
listing-text: ΑΒΑ τηλ. 311-951: «Σπάίλι 5 μέρες». ΑΘΗΝΑΙΑ τηλ. 301-194. ΑΚΡΟΠΟΛΙΣ τηλ. 217-751. ΑΜΑΛΙΑ τηλ. 655-557. ΑΣΤΕΡΙΑ τηλ. 817-444. ΒΙΛΜΑ τηλ. 525-216. ΓΑΛΑΞΙΑΣ τηλ. 832-457. ΕΛΕΝΗ τηλ. 612-275. ΜΕΤΡΟΠΟΛΙΣ τηλ. 762-775. <box>1037 1493 1143 1651</box>
taxi-phone: 813-958 <box>598 1127 635 1138</box>
article-paragraph: ΟΛΛΑ σχόλια δημοσιεύονται στόν τύπο γιά τήν κατάσταση τών φυλακών καί γιά τίς ἐλλείψεις καί ἀτέλειες τοῦ σωφρονιστικοῦ συστήματος στή χώρα μας. Ξεχωρίζουν, βεβαιά, τοῦ δείκτη τους ἡ κατάσταση γιά νά γίνεται σωφρονισμός στά σωφρονιστικά καταστήματα, ὅπως δηλαδή ἀπολυμένοι καί ἀποφυλακισμένοι, κατα- ἀδικοῦνται ἤ δημιουργοῦνται ἐκεῖ ἡ θέση τους σέ καίρια τῆς συνείδησης ἐσωτερικά. <box>37 154 408 247</box>
taxi-phone: 633-743 <box>598 1318 635 1329</box>
crossword-cell[interactable] <box>791 1382 812 1403</box>
phone-row <box>429 1282 635 1294</box>
artist-name: Γιώργου Κουβάκι <box>1168 1077 1270 1089</box>
crossword-cell[interactable] <box>662 1360 683 1382</box>
crossword-cell[interactable] <box>834 1296 856 1317</box>
column-arts <box>1168 147 1550 2283</box>
section-title-box <box>749 1161 921 1193</box>
crossword-cell[interactable] <box>662 1252 683 1274</box>
article-paragraph: ΙΝΑΙ πολλά προβλήματα πού θά πρέπει νά λυθοῦν γιά τήν ἐπιτυχία τῆς προσπάθειας. Ἡ ἐκπαίδευση τῶν κρατουμένων, ἡ ἐργασία καί ἡ ἐπανένταξή τους στήν κοινωνία ἀποτελοῦν βασικούς στόχους κάθε σύγχρονου σωφρονιστικοῦ συστήματος. <box>37 750 408 805</box>
taxi-station: Βενιζέλου <box>429 1150 475 1161</box>
phone-row <box>429 1247 635 1258</box>
crossword-cell[interactable] <box>705 1274 726 1296</box>
serial-col <box>37 1933 273 2285</box>
article-paragraph: Ἡ δεύτερη ἡμέρα τῶν ἐργασιῶν ἀφιερώθηκε στίς σχέσεις τῶν βαλκανικῶν λαῶν καί στήν κοινή πνευματική τους παράδοση. Ἰδιαίτερη σημασία δόθηκε στό ἔργο τοῦ Ρήγα Βελεστινλῆ. <box>629 1062 830 1141</box>
serial-paragraph: Βαλίντα σέ δέ ζητᾶ τό Γκλέν ἐπειδή δέν ἤξερε τί νά κάνει. Ἡ νύχτα ἦταν μακριά καί τό κρύο διαπεραστικό. —Τρελλάθηκες; Δέν εἶναι τό ἴδιο πράγμα, μοῦ ἀπάντησε. <box>785 2059 1021 2111</box>
taxi-phone: 696-460 <box>598 1354 635 1365</box>
